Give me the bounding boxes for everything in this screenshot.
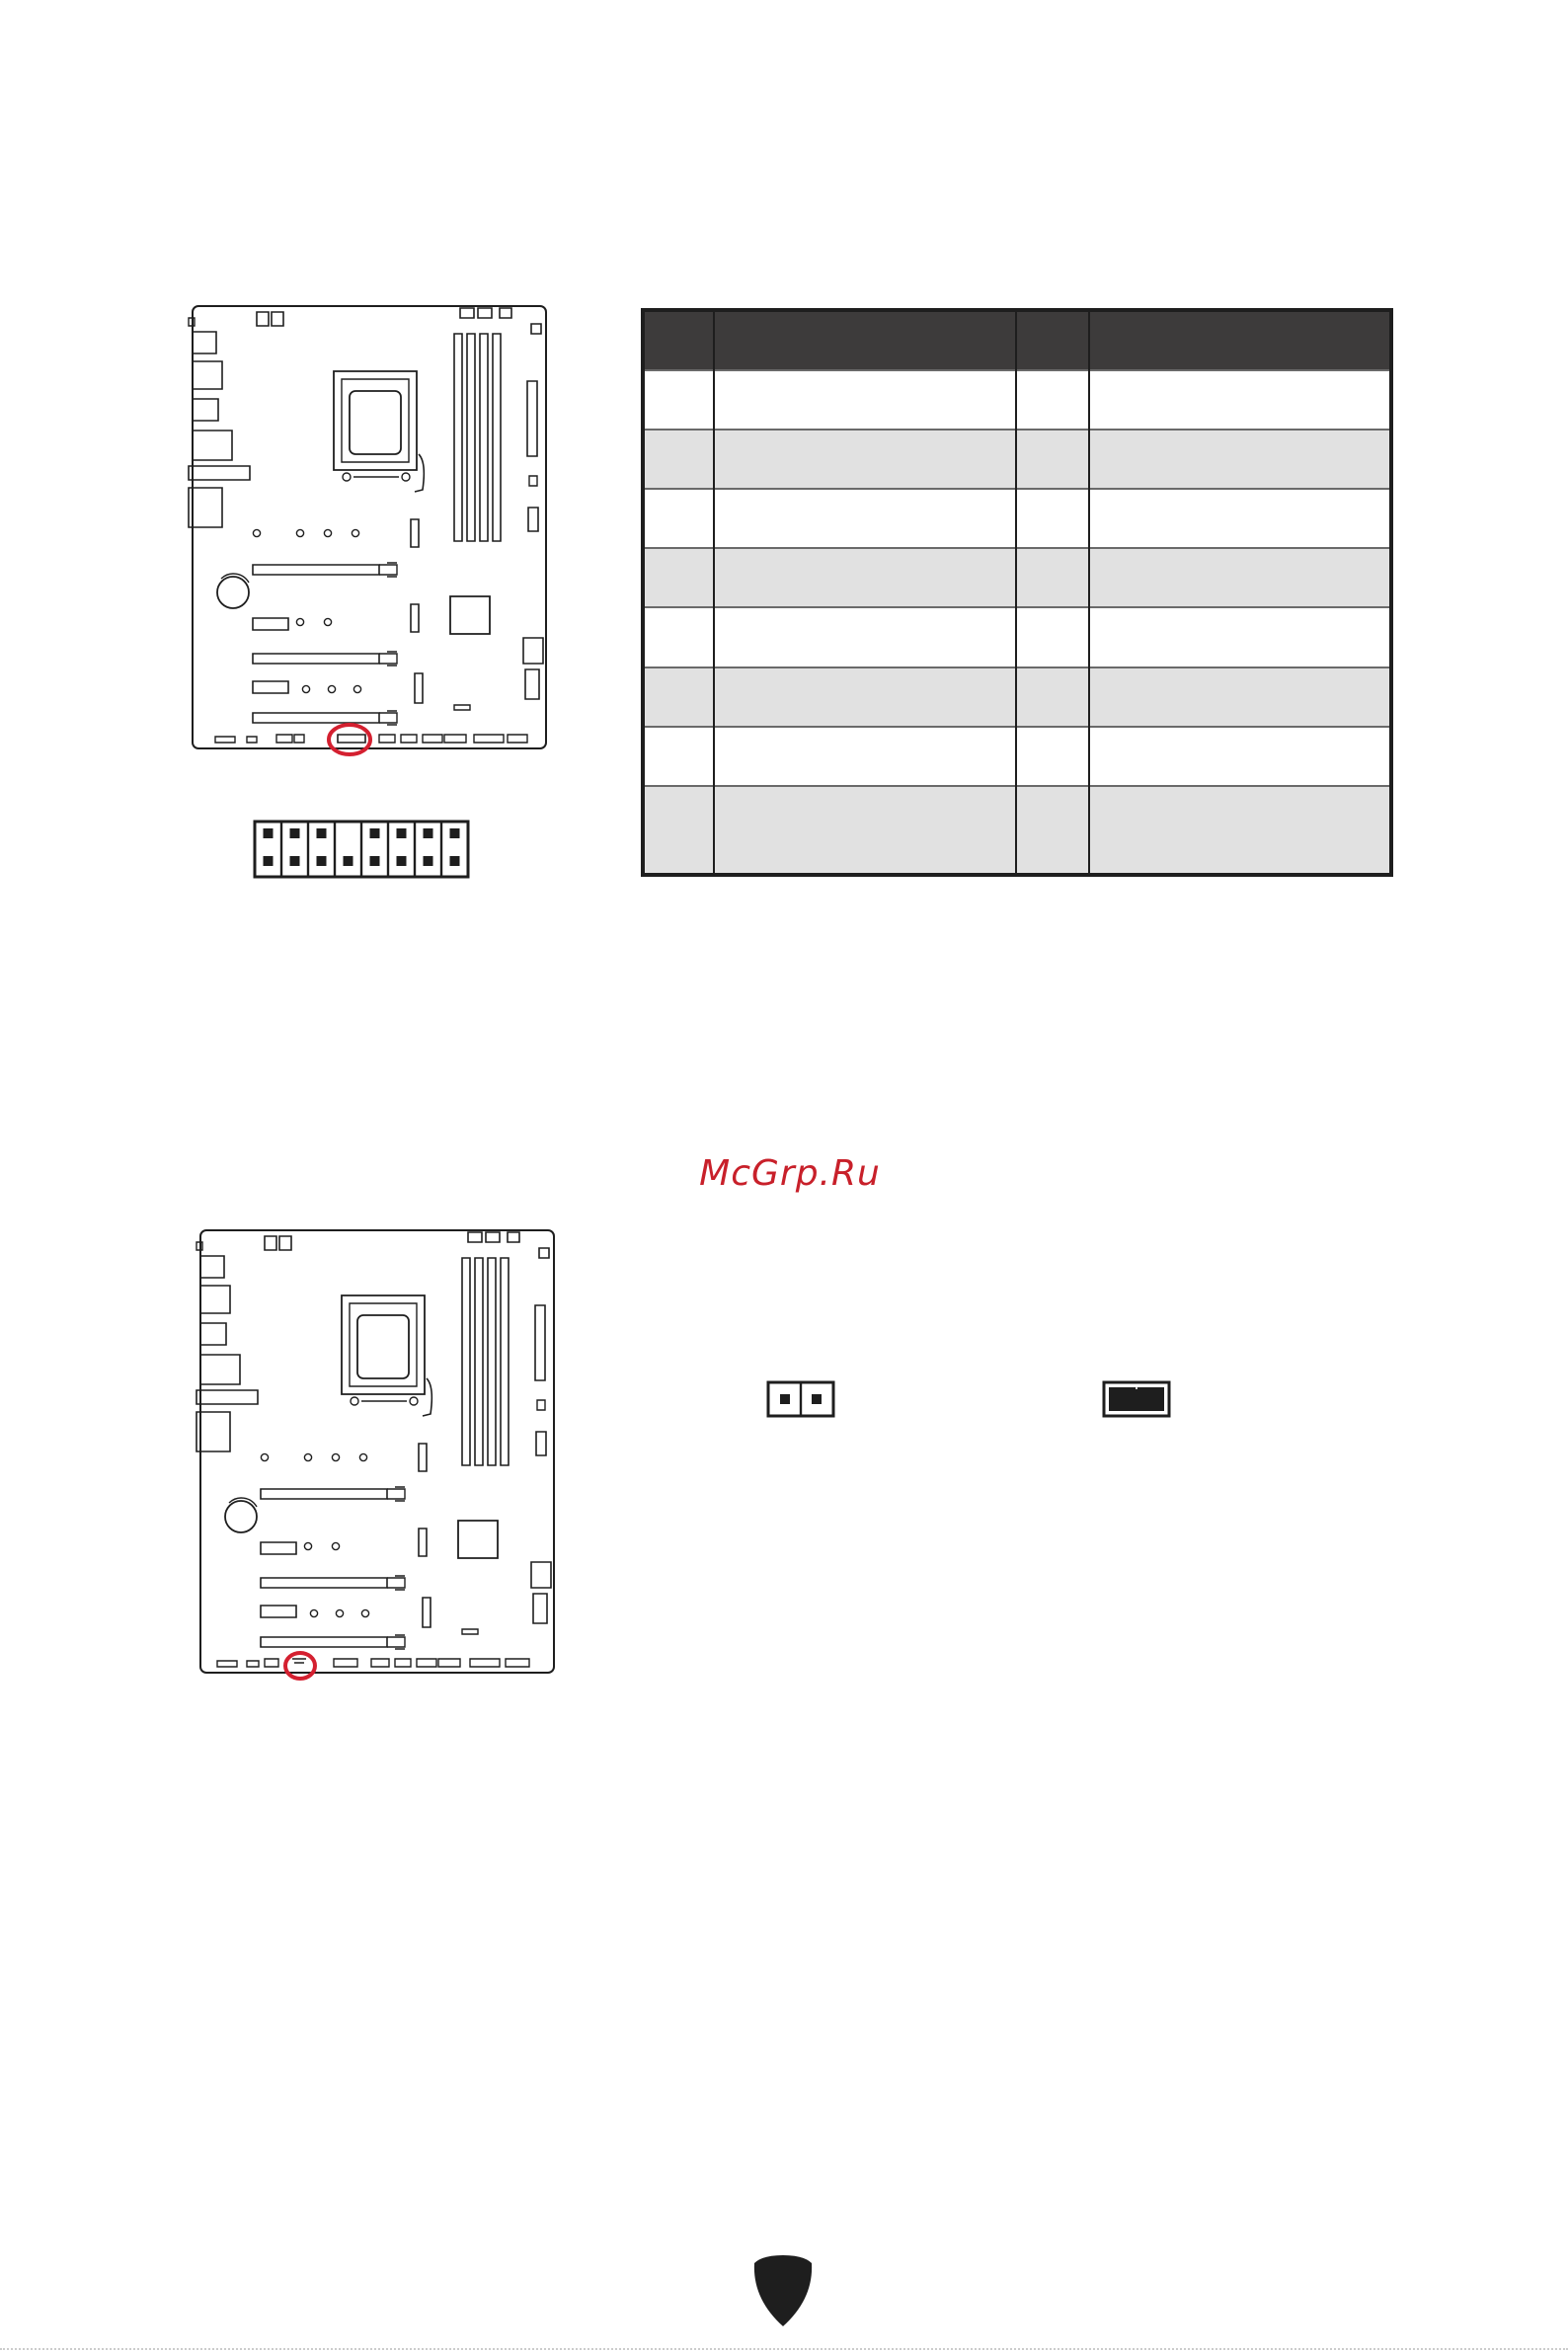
header-pin — [397, 856, 407, 866]
table-row — [643, 489, 1391, 548]
header-pin — [424, 828, 433, 838]
header-pin — [424, 856, 433, 866]
header-pin — [344, 856, 353, 866]
header-pin — [450, 828, 460, 838]
table-row — [643, 430, 1391, 489]
header-pin — [317, 828, 327, 838]
header-cell — [1016, 310, 1089, 370]
header-cell — [714, 310, 1016, 370]
header-pin — [370, 828, 380, 838]
watermark: McGrp.Ru — [699, 1153, 881, 1194]
header-pin — [290, 828, 300, 838]
header-cell — [1089, 310, 1391, 370]
table-row — [643, 667, 1391, 727]
table-row — [643, 727, 1391, 786]
table-row — [643, 607, 1391, 666]
table-row — [643, 786, 1391, 875]
header-pin — [397, 828, 407, 838]
table-row — [643, 548, 1391, 607]
header-pin — [264, 856, 274, 866]
header-pin — [290, 856, 300, 866]
jumper-closed-icon — [1102, 1380, 1171, 1418]
pin-definition-table — [641, 308, 1393, 877]
usb-header-pinout — [253, 820, 470, 879]
highlight-ring — [329, 725, 370, 754]
motherboard-diagram-top — [186, 296, 551, 760]
header-pin — [450, 856, 460, 866]
table-header-row — [643, 310, 1391, 370]
header-pin — [264, 828, 274, 838]
highlight-ring — [285, 1653, 315, 1679]
motherboard-diagram-bottom — [194, 1220, 559, 1685]
header-cell — [643, 310, 714, 370]
msi-shield-icon — [750, 2253, 816, 2328]
footer-divider — [0, 2348, 1568, 2350]
jumper-open-icon — [766, 1380, 835, 1418]
table-row — [643, 370, 1391, 430]
header-pin — [370, 856, 380, 866]
header-pin — [317, 856, 327, 866]
